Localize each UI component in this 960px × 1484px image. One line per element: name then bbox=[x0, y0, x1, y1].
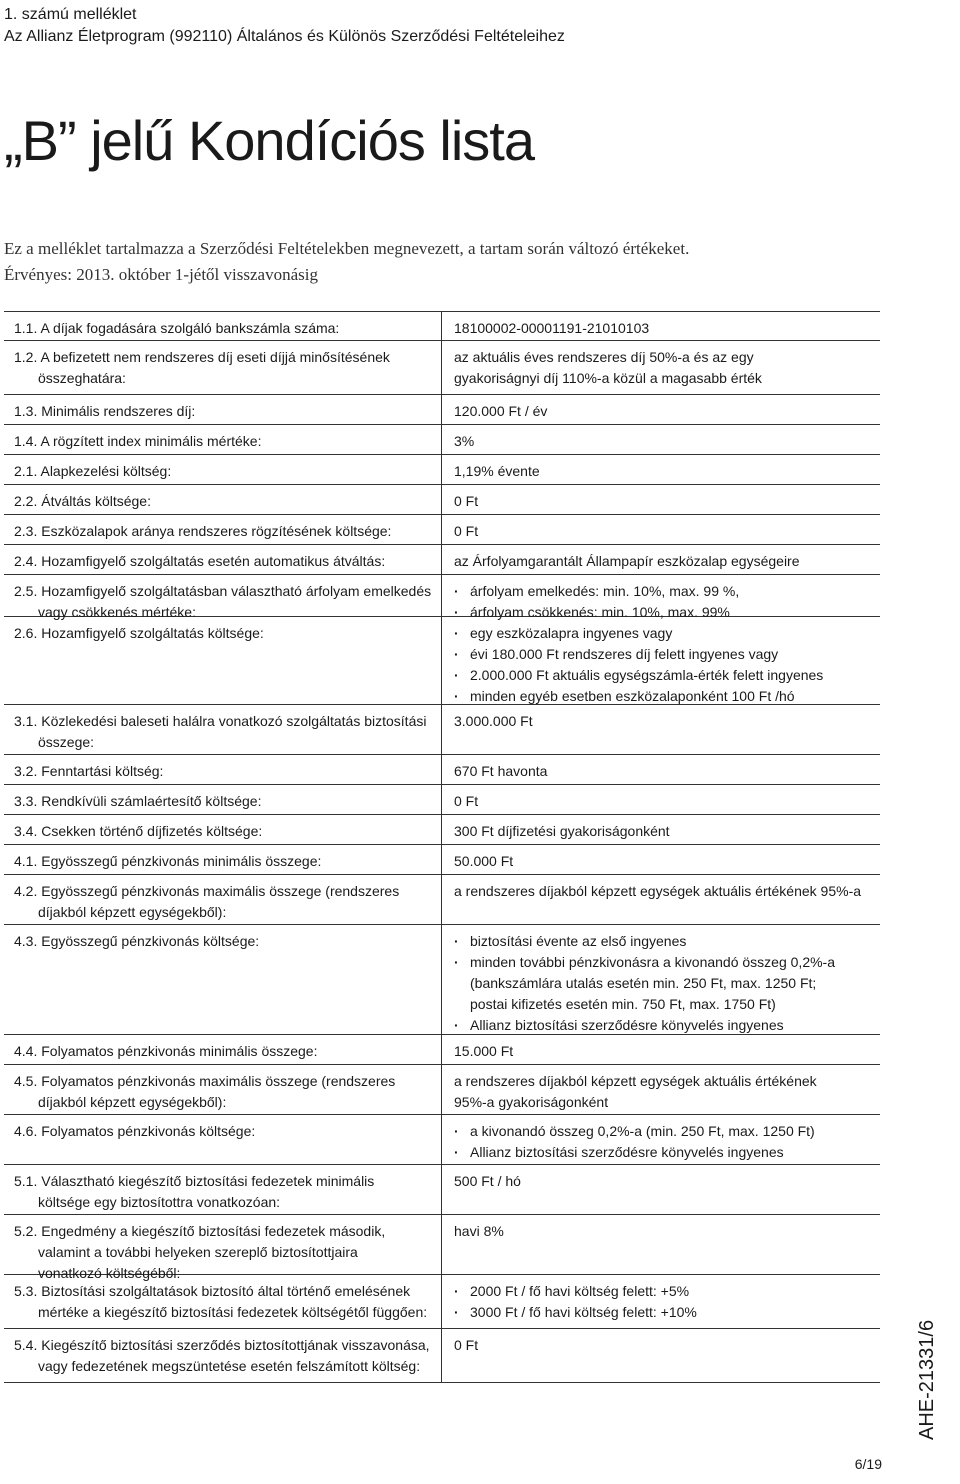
document-code: AHE-21331/6 bbox=[916, 1319, 938, 1440]
row-label-line bbox=[14, 461, 439, 482]
row-label-line bbox=[14, 711, 439, 732]
row-label-text: A befizetett nem rendszeres díj eseti díjjá minősítésének bbox=[40, 349, 390, 365]
row-value bbox=[454, 1335, 874, 1356]
row-label-line bbox=[14, 1071, 439, 1092]
page-title: „B” jelű Kondíciós lista bbox=[4, 109, 535, 172]
row-label-text: Eszközalapok aránya rendszeres rögzítésének költsége: bbox=[41, 523, 392, 539]
row-value-line: gyakoriságnyi díj 110%-a közül a magasabb érték bbox=[454, 370, 762, 386]
row-label-text: Folyamatos pénzkivonás minimális összege: bbox=[41, 1043, 318, 1059]
column-divider bbox=[441, 617, 442, 704]
row-value-line: 3.000.000 Ft bbox=[454, 713, 533, 729]
column-divider bbox=[441, 455, 442, 484]
row-value-line: 300 Ft díjfizetési gyakoriságonként bbox=[454, 823, 670, 839]
row-value bbox=[454, 623, 874, 707]
row-number: 3.2. bbox=[14, 763, 38, 779]
column-divider bbox=[441, 1065, 442, 1114]
table-row bbox=[4, 1215, 880, 1281]
row-value bbox=[454, 851, 874, 872]
column-divider bbox=[441, 575, 442, 616]
table-row bbox=[4, 311, 880, 341]
row-value-line: 3% bbox=[454, 433, 475, 449]
intro-line-2: Érvényes: 2013. október 1-jétől visszavonásig bbox=[4, 265, 318, 284]
column-divider bbox=[441, 705, 442, 754]
row-label bbox=[14, 431, 439, 452]
row-label bbox=[14, 821, 439, 842]
row-label-line: valamint a további helyeken szereplő biztosítottjaira bbox=[38, 1244, 358, 1260]
row-label-line: vagy fedezetének megszüntetése esetén felszámított költség: bbox=[38, 1358, 421, 1374]
row-number: 5.3. bbox=[14, 1283, 38, 1299]
table-row bbox=[4, 705, 880, 755]
table-row bbox=[4, 1035, 880, 1065]
row-value bbox=[454, 1171, 874, 1192]
row-label-line bbox=[14, 431, 439, 452]
column-divider bbox=[441, 1115, 442, 1164]
table-row bbox=[4, 1329, 880, 1383]
annex-subtitle: Az Allianz Életprogram (992110) Általános és Különös Szerződési Feltételeihez bbox=[4, 28, 565, 45]
row-value bbox=[454, 461, 874, 482]
row-label bbox=[14, 401, 439, 422]
bullet-item: · árfolyam emelkedés: min. 10%, max. 99 %, bbox=[454, 581, 874, 602]
bullet-continuation: (bankszámlára utalás esetén min. 250 Ft, max. 1250 Ft; bbox=[470, 975, 817, 991]
row-value-line: 0 Ft bbox=[454, 1337, 479, 1353]
table-row bbox=[4, 425, 880, 455]
row-label-text: Közlekedési baleseti halálra vonatkozó szolgáltatás biztosítási bbox=[41, 713, 427, 729]
table-row bbox=[4, 1115, 880, 1165]
table-row bbox=[4, 875, 880, 925]
row-number: 3.3. bbox=[14, 793, 38, 809]
row-label-line bbox=[14, 1121, 439, 1142]
row-value bbox=[454, 1071, 874, 1113]
row-label-line bbox=[14, 1335, 439, 1356]
row-number: 3.1. bbox=[14, 713, 38, 729]
column-divider bbox=[441, 845, 442, 874]
row-label-text: Fenntartási költség: bbox=[41, 763, 164, 779]
row-number: 1.3. bbox=[14, 403, 38, 419]
column-divider bbox=[441, 875, 442, 924]
row-value bbox=[454, 491, 874, 512]
table-row bbox=[4, 1065, 880, 1115]
row-number: 2.3. bbox=[14, 523, 38, 539]
row-label-text: Folyamatos pénzkivonás költsége: bbox=[41, 1123, 256, 1139]
row-label-text: Egyösszegű pénzkivonás költsége: bbox=[41, 933, 260, 949]
row-label-line: díjakból képzett egységekből): bbox=[38, 904, 227, 920]
row-number: 2.2. bbox=[14, 493, 38, 509]
row-label-text: Rendkívüli számlaértesítő költsége: bbox=[41, 793, 262, 809]
bullet-item: · a kivonandó összeg 0,2%-a (min. 250 Ft, max. 1250 Ft) bbox=[454, 1121, 874, 1142]
bullet-list bbox=[454, 1121, 874, 1163]
row-label bbox=[14, 1041, 439, 1062]
row-label-line bbox=[14, 821, 439, 842]
table-row bbox=[4, 755, 880, 785]
row-value bbox=[454, 1121, 874, 1163]
row-label-line bbox=[14, 851, 439, 872]
row-label bbox=[14, 881, 439, 923]
row-number: 4.4. bbox=[14, 1043, 38, 1059]
row-label-line: költsége egy biztosítottra vonatkozóan: bbox=[38, 1194, 281, 1210]
row-value-line: 50.000 Ft bbox=[454, 853, 514, 869]
row-label-line bbox=[14, 1281, 439, 1302]
row-value bbox=[454, 791, 874, 812]
table-row bbox=[4, 341, 880, 395]
row-label-line bbox=[14, 401, 439, 422]
column-divider bbox=[441, 312, 442, 340]
row-label-line: összeghatára: bbox=[38, 370, 126, 386]
table-row bbox=[4, 575, 880, 620]
row-label-line bbox=[14, 931, 439, 952]
row-label bbox=[14, 1281, 439, 1323]
table-row bbox=[4, 815, 880, 845]
row-label bbox=[14, 318, 439, 339]
row-number: 2.6. bbox=[14, 625, 38, 641]
column-divider bbox=[441, 485, 442, 514]
column-divider bbox=[441, 425, 442, 454]
row-label-line bbox=[14, 623, 439, 644]
row-label-line: vonatkozó költségéből: bbox=[38, 1265, 181, 1281]
row-value-line: 500 Ft / hó bbox=[454, 1173, 521, 1189]
row-number: 3.4. bbox=[14, 823, 38, 839]
row-label-line bbox=[14, 581, 439, 602]
row-label-line bbox=[14, 551, 439, 572]
row-value bbox=[454, 931, 874, 1036]
row-number: 1.2. bbox=[14, 349, 38, 365]
table-row bbox=[4, 785, 880, 815]
table-row bbox=[4, 845, 880, 875]
conditions-table bbox=[4, 311, 880, 1383]
row-number: 5.4. bbox=[14, 1337, 38, 1353]
row-value bbox=[454, 881, 874, 902]
column-divider bbox=[441, 925, 442, 1034]
column-divider bbox=[441, 1215, 442, 1274]
row-value-line: 0 Ft bbox=[454, 523, 479, 539]
row-number: 2.5. bbox=[14, 583, 38, 599]
column-divider bbox=[441, 545, 442, 574]
bullet-list bbox=[454, 1015, 874, 1036]
row-number: 1.1. bbox=[14, 320, 38, 336]
row-number: 5.1. bbox=[14, 1173, 38, 1189]
page-number: 6/19 bbox=[854, 1456, 882, 1472]
bullet-continuation: postai kifizetés esetén min. 750 Ft, max. 1750 Ft) bbox=[470, 996, 776, 1012]
row-value bbox=[454, 1281, 874, 1323]
row-value bbox=[454, 1041, 874, 1062]
bullet-item: · 3000 Ft / fő havi költség felett: +10% bbox=[454, 1302, 874, 1323]
row-number: 4.2. bbox=[14, 883, 38, 899]
table-row bbox=[4, 1275, 880, 1329]
row-value bbox=[454, 1221, 874, 1242]
bullet-item: · egy eszközalapra ingyenes vagy bbox=[454, 623, 874, 644]
row-label bbox=[14, 711, 439, 753]
table-row bbox=[4, 395, 880, 425]
bullet-item: · 2000 Ft / fő havi költség felett: +5% bbox=[454, 1281, 874, 1302]
row-label-line bbox=[14, 1171, 439, 1192]
row-label-line bbox=[14, 881, 439, 902]
column-divider bbox=[441, 1165, 442, 1214]
row-label-text: Hozamfigyelő szolgáltatás költsége: bbox=[41, 625, 264, 641]
row-value bbox=[454, 711, 874, 732]
row-label-line bbox=[14, 1221, 439, 1242]
column-divider bbox=[441, 515, 442, 544]
row-value-line: 120.000 Ft / év bbox=[454, 403, 548, 419]
row-label bbox=[14, 1171, 439, 1213]
bullet-item: · évi 180.000 Ft rendszeres díj felett ingyenes vagy bbox=[454, 644, 874, 665]
table-row bbox=[4, 545, 880, 575]
row-label-line bbox=[14, 347, 439, 368]
intro-line-1: Ez a melléklet tartalmazza a Szerződési Feltételekben megnevezett, a tartam során változó értékeket. bbox=[4, 239, 690, 258]
bullet-item: · 2.000.000 Ft aktuális egységszámla-érték felett ingyenes bbox=[454, 665, 874, 686]
row-label-line bbox=[14, 1041, 439, 1062]
row-label-text: Egyösszegű pénzkivonás maximális összege (rendszeres bbox=[41, 883, 400, 899]
row-label-text: Biztosítási szolgáltatások biztosító által történő emelésének bbox=[41, 1283, 411, 1299]
row-label-line bbox=[14, 318, 439, 339]
row-label bbox=[14, 491, 439, 512]
row-value bbox=[454, 347, 874, 389]
row-number: 2.4. bbox=[14, 553, 38, 569]
table-row bbox=[4, 515, 880, 545]
row-number: 4.3. bbox=[14, 933, 38, 949]
column-divider bbox=[441, 1275, 442, 1328]
row-value-line: a rendszeres díjakból képzett egységek aktuális értékének bbox=[454, 1073, 817, 1089]
row-label bbox=[14, 791, 439, 812]
row-value-line: 670 Ft havonta bbox=[454, 763, 548, 779]
bullet-item: · minden egyéb esetben eszközalaponként 100 Ft /hó bbox=[454, 686, 874, 707]
bullet-list bbox=[454, 931, 874, 973]
row-label-text: Minimális rendszeres díj: bbox=[41, 403, 196, 419]
row-value-line: 95%-a gyakoriságonként bbox=[454, 1094, 609, 1110]
row-value-line: 0 Ft bbox=[454, 493, 479, 509]
row-label-line: vagy csökkenés mértéke: bbox=[38, 604, 196, 620]
intro-text bbox=[4, 236, 689, 288]
row-number: 1.4. bbox=[14, 433, 38, 449]
row-value bbox=[454, 761, 874, 782]
row-label-text: Választható kiegészítő biztosítási fedezetek minimális bbox=[41, 1173, 375, 1189]
row-label-line bbox=[14, 761, 439, 782]
column-divider bbox=[441, 341, 442, 394]
column-divider bbox=[441, 815, 442, 844]
row-label-text: Alapkezelési költség: bbox=[40, 463, 172, 479]
bullet-list bbox=[454, 1281, 874, 1323]
column-divider bbox=[441, 755, 442, 784]
row-number: 4.5. bbox=[14, 1073, 38, 1089]
row-label-text: Kiegészítő biztosítási szerződés biztosítottjának visszavonása, bbox=[41, 1337, 430, 1353]
column-divider bbox=[441, 395, 442, 424]
row-label-text: A díjak fogadására szolgáló bankszámla száma: bbox=[40, 320, 340, 336]
row-label-text: Egyösszegű pénzkivonás minimális összege: bbox=[41, 853, 322, 869]
row-label-text: Átváltás költsége: bbox=[41, 493, 151, 509]
row-value bbox=[454, 821, 874, 842]
row-label bbox=[14, 931, 439, 952]
row-label bbox=[14, 347, 439, 389]
row-label bbox=[14, 1071, 439, 1113]
table-row bbox=[4, 485, 880, 515]
row-label-text: Hozamfigyelő szolgáltatásban választható árfolyam emelkedés bbox=[41, 583, 432, 599]
row-label bbox=[14, 521, 439, 542]
row-value bbox=[454, 401, 874, 422]
row-label bbox=[14, 1121, 439, 1142]
bullet-item: · Allianz biztosítási szerződésre könyvelés ingyenes bbox=[454, 1015, 874, 1036]
annex-number: 1. számú melléklet bbox=[4, 6, 137, 23]
row-label-line: díjakból képzett egységekből): bbox=[38, 1094, 227, 1110]
row-value-line: 18100002-00001191-21010103 bbox=[454, 320, 650, 336]
row-label-line bbox=[14, 491, 439, 512]
bullet-item: · árfolyam csökkenés: min. 10%, max. 99% bbox=[454, 602, 874, 623]
table-row bbox=[4, 455, 880, 485]
row-label-text: Hozamfigyelő szolgáltatás esetén automatikus átváltás: bbox=[41, 553, 386, 569]
row-number: 4.1. bbox=[14, 853, 38, 869]
row-value bbox=[454, 431, 874, 452]
row-label-text: Folyamatos pénzkivonás maximális összege (rendszeres bbox=[41, 1073, 396, 1089]
row-value-line: a rendszeres díjakból képzett egységek aktuális értékének 95%-a bbox=[454, 883, 862, 899]
row-label-text: Engedmény a kiegészítő biztosítási fedezetek második, bbox=[41, 1223, 386, 1239]
bullet-item: · Allianz biztosítási szerződésre könyvelés ingyenes bbox=[454, 1142, 874, 1163]
row-label-text: Csekken történő díjfizetés költsége: bbox=[41, 823, 263, 839]
row-label-line bbox=[14, 521, 439, 542]
row-value bbox=[454, 521, 874, 542]
row-value-line: az Árfolyamgarantált Állampapír eszközalap egységeire bbox=[454, 553, 800, 569]
row-label bbox=[14, 461, 439, 482]
column-divider bbox=[441, 785, 442, 814]
row-number: 2.1. bbox=[14, 463, 38, 479]
row-value-line: 0 Ft bbox=[454, 793, 479, 809]
column-divider bbox=[441, 1329, 442, 1382]
row-label-line: összege: bbox=[38, 734, 95, 750]
row-number: 5.2. bbox=[14, 1223, 38, 1239]
bullet-list bbox=[454, 623, 874, 707]
row-value-line: 15.000 Ft bbox=[454, 1043, 514, 1059]
row-label bbox=[14, 551, 439, 572]
row-value-line: az aktuális éves rendszeres díj 50%-a és az egy bbox=[454, 349, 754, 365]
row-label-text: A rögzített index minimális mértéke: bbox=[40, 433, 262, 449]
row-label bbox=[14, 623, 439, 644]
document-header bbox=[4, 4, 565, 48]
table-row bbox=[4, 925, 880, 1035]
bullet-item: · minden további pénzkivonásra a kivonandó összeg 0,2%-a bbox=[454, 952, 874, 973]
row-label bbox=[14, 761, 439, 782]
row-value bbox=[454, 551, 874, 572]
row-value bbox=[454, 318, 874, 339]
row-label bbox=[14, 851, 439, 872]
row-label bbox=[14, 1335, 439, 1377]
row-value-line: 1,19% évente bbox=[454, 463, 540, 479]
table-row bbox=[4, 617, 880, 705]
table-row bbox=[4, 1165, 880, 1215]
row-label-line: mértéke a kiegészítő biztosítási fedezetek költségétől függően: bbox=[38, 1304, 428, 1320]
row-value-line: havi 8% bbox=[454, 1223, 504, 1239]
row-label-line bbox=[14, 791, 439, 812]
bullet-item: · biztosítási évente az első ingyenes bbox=[454, 931, 874, 952]
row-number: 4.6. bbox=[14, 1123, 38, 1139]
column-divider bbox=[441, 1035, 442, 1064]
